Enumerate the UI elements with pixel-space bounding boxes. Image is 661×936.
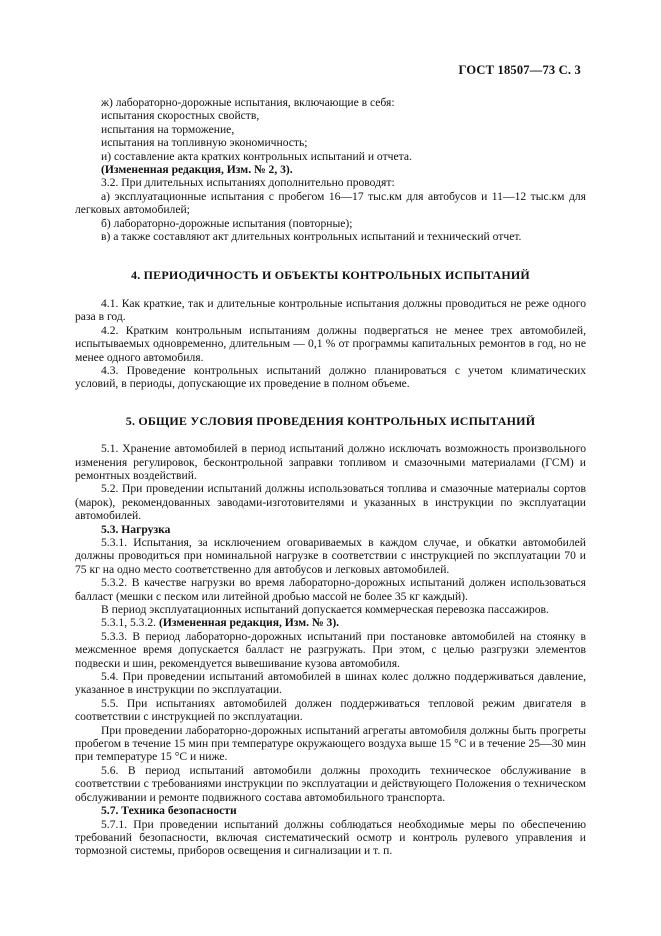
paragraph-5-3-2: 5.3.2. В качестве нагрузки во время лабораторно-дорожных испытаний должен использоваться балласт (мешки с песком или литейной дробью массой не более 35 кг каждый). xyxy=(75,576,586,603)
subheading-5-7: 5.7. Техника безопасности xyxy=(101,804,237,818)
list-item-zh: ж) лабораторно-дорожные испытания, включающие в себя: xyxy=(101,96,395,109)
paragraph-5-5: 5.5. При испытаниях автомобилей должен поддерживаться тепловой режим двигателя в соответствии с инструкцией по эксплуатации. xyxy=(75,696,586,724)
paragraph-3-2-b: б) лабораторно-дорожные испытания (повторные); xyxy=(101,216,353,230)
revision-note-5-3 xyxy=(75,616,586,629)
paragraph-3-2-v: в) а также составляют акт длительных контрольных испытаний и технический отчет. xyxy=(101,230,522,244)
list-item-i: и) составление акта кратких контрольных испытаний и отчета. xyxy=(101,149,412,163)
subheading-5-3: 5.3. Нагрузка xyxy=(101,522,171,536)
paragraph-5-6: 5.6. В период испытаний автомобили должны проходить техническое обслуживание в соответствии с требованиями инструкции по эксплуатации и действующего Положения о техническом обслуживании и ремонте подвижного состава автомобильного транспорта. xyxy=(75,763,586,804)
paragraph-5-5-b: При проведении лабораторно-дорожных испытаний агрегаты автомобиля должны быть прогреты пробегом в течение 15 мин при температуре окружающего воздуха выше 15 °С и в течение 25—30 мин при температуре 15 °С и ниже. xyxy=(75,723,586,764)
revision-note-numbers: 5.3.1, 5.3.2. xyxy=(101,616,157,630)
paragraph-5-7-1: 5.7.1. При проведении испытаний должны соблюдаться необходимые меры по обеспечению требований безопасности, включая систематический осмотр и контроль рулевого управления и тормозной системы, приборов освещения и сигнализации и т. п. xyxy=(75,817,586,858)
paragraph-5-3-3: 5.3.3. В период лабораторно-дорожных испытаний при постановке автомобилей на стоянку в межсменное время допускается балласт не разгружать. При этом, с целью разгрузки элементов подвески и шин, рекомендуется вывешивание кузова автомобиля. xyxy=(75,629,586,670)
section-4-title: 4. ПЕРИОДИЧНОСТЬ И ОБЪЕКТЫ КОНТРОЛЬНЫХ ИСПЫТАНИЙ xyxy=(131,268,530,283)
paragraph-4-2: 4.2. Кратким контрольным испытаниям должны подвергаться не менее трех автомобилей, испытываемых одновременно, длительным — 0,1 % от программы капитальных ремонтов в год, но не менее одного автомобиля. xyxy=(75,323,586,364)
page-header: ГОСТ 18507—73 С. 3 xyxy=(458,63,581,77)
section-5-title: 5. ОБЩИЕ УСЛОВИЯ ПРОВЕДЕНИЯ КОНТРОЛЬНЫХ ИСПЫТАНИЙ xyxy=(125,413,536,428)
list-item: испытания скоростных свойств, xyxy=(101,109,260,123)
paragraph-5-4: 5.4. При проведении испытаний автомобилей в шинах колес должно поддерживаться давление, указанное в инструкции по эксплуатации. xyxy=(75,670,586,697)
paragraph-5-2: 5.2. При проведении испытаний должны использоваться топлива и смазочные материалы сортов (марок), рекомендованных заводами-изготовителями и указанных в инструкции по эксплуатации автомобилей. xyxy=(75,482,586,523)
document-body xyxy=(75,96,586,858)
list-item: испытания на торможение, xyxy=(101,122,235,136)
paragraph-5-3-2-b: В период эксплуатационных испытаний допускается коммерческая перевозка пассажиров. xyxy=(101,603,549,616)
paragraph-4-1: 4.1. Как краткие, так и длительные контрольные испытания должны проводиться не реже одного раза в год. xyxy=(75,296,586,324)
paragraph-5-1: 5.1. Хранение автомобилей в период испытаний должно исключать возможность произвольного изменения регулировок, бесконтрольной заправки топливом и смазочными материалами (ГСМ) и ремонтных воздействий. xyxy=(75,442,586,482)
paragraph-3-2: 3.2. При длительных испытаниях дополнительно проводят: xyxy=(101,176,395,190)
paragraph-4-3: 4.3. Проведение контрольных испытаний должно планироваться с учетом климатических условий, в периоды, допускающие их проведение в полном объеме. xyxy=(75,363,586,391)
revision-note: (Измененная редакция, Изм. № 2, 3). xyxy=(101,163,293,177)
paragraph-5-3-1: 5.3.1. Испытания, за исключением оговариваемых в каждом случае, и обкатки автомобилей должны проводиться при номинальной нагрузке в соответствии с инструкцией по эксплуатации 70 и 75 кг на одно место соответственно для автобусов и легковых автомобилей. xyxy=(75,535,586,576)
revision-note-text: (Измененная редакция, Изм. № 3). xyxy=(158,616,340,630)
list-item: испытания на топливную экономичность; xyxy=(101,136,308,150)
paragraph-3-2-a: а) эксплуатационные испытания с пробегом 16—17 тыс.км для автобусов и 11—12 тыс.км для легковых автомобилей; xyxy=(75,189,586,217)
